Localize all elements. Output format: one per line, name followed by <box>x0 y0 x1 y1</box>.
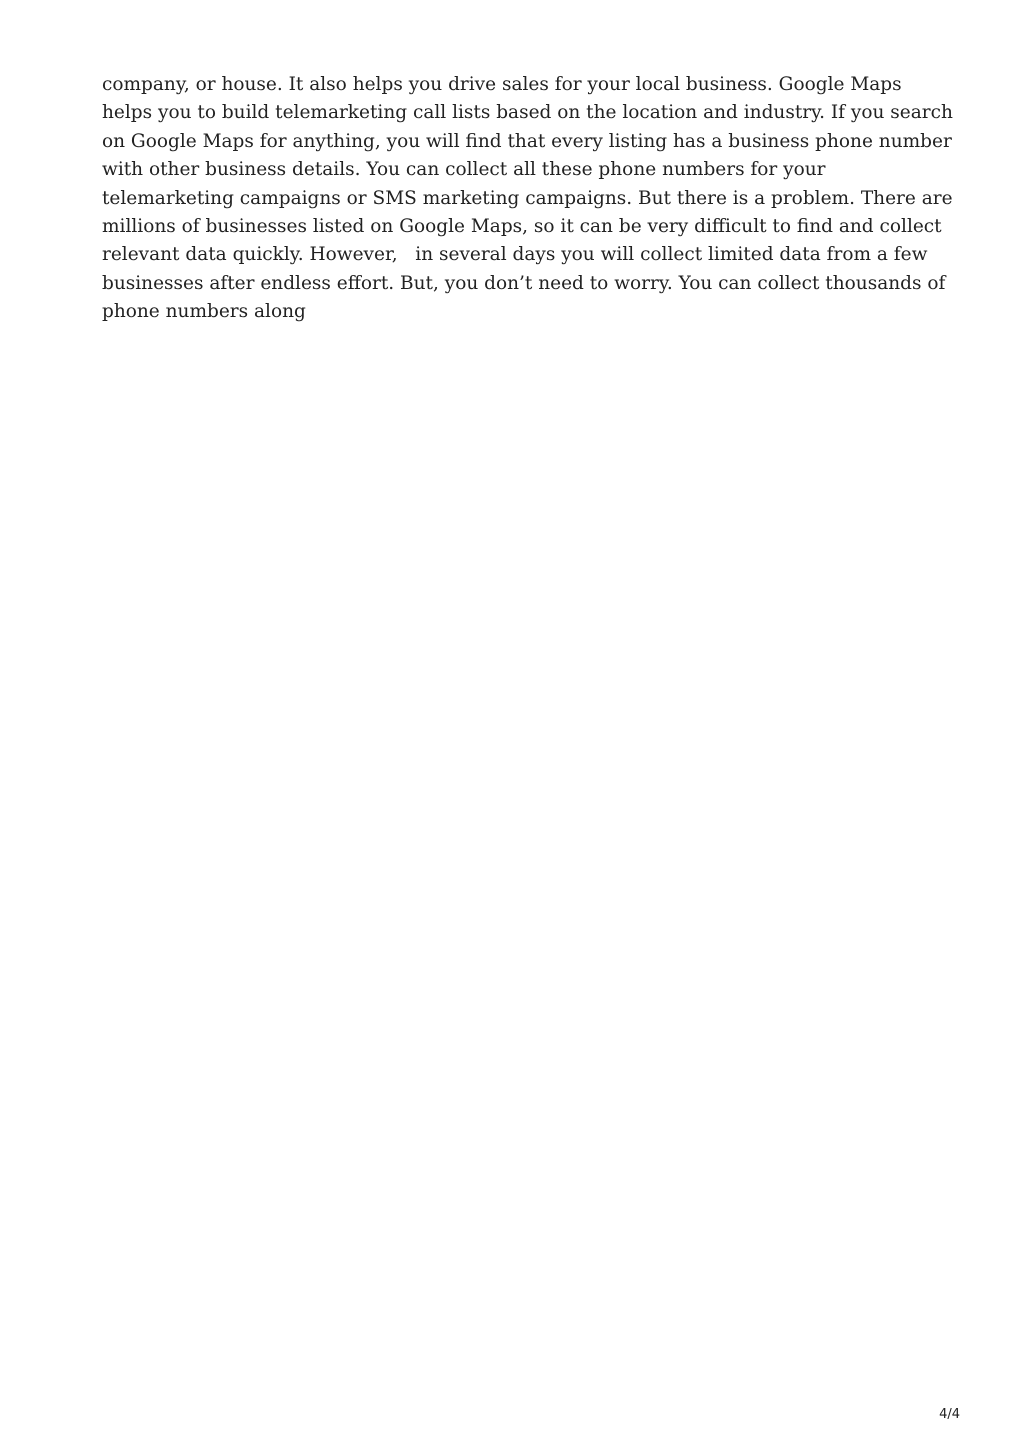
paragraph-line: businesses after endless effort. But, you don’t need to worry. You can collect thousands of <box>102 272 946 294</box>
paragraph-line: with other business details. You can collect all these phone numbers for your <box>102 159 826 181</box>
paragraph-line: relevant data quickly. However, in several days you will collect limited data from a few <box>102 244 928 266</box>
paragraph-line: millions of businesses listed on Google Maps, so it can be very difficult to find and collect <box>102 216 942 238</box>
paragraph-line: helps you to build telemarketing call lists based on the location and industry. If you search <box>102 102 953 124</box>
paragraph-line: company, or house. It also helps you drive sales for your local business. Google Maps <box>102 74 902 95</box>
paragraph-line: phone numbers along <box>102 301 306 323</box>
body-paragraph <box>102 71 953 327</box>
paragraph-line: on Google Maps for anything, you will find that every listing has a business phone number <box>102 130 952 152</box>
paragraph-line: telemarketing campaigns or SMS marketing campaigns. But there is a problem. There are <box>102 187 953 209</box>
page-number: 4/4 <box>939 1407 960 1422</box>
